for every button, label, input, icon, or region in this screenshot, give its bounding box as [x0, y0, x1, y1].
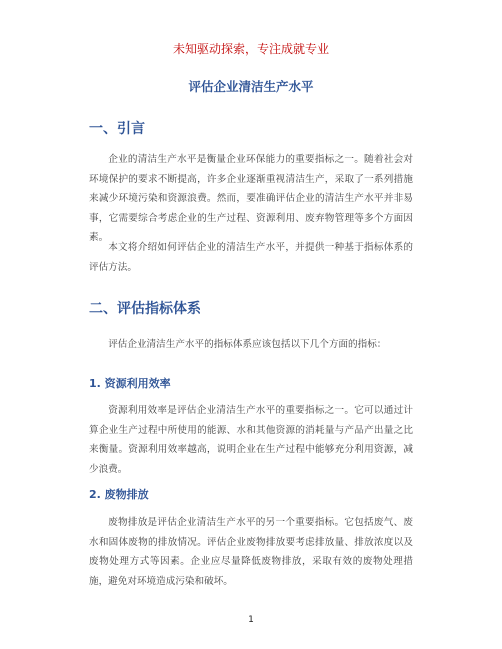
subsection-heading-resource-efficiency: 1. 资源利用效率	[89, 377, 171, 390]
indicators-paragraph-1: 评估企业清洁生产水平的指标体系应该包括以下几个方面的指标：	[108, 339, 387, 350]
section-heading-indicators: 二、评估指标体系	[89, 301, 201, 317]
intro-paragraph-1: 企业的清洁生产水平是衡量企业环保能力的重要指标之一。随着社会对环境保护的要求不断提高，许多企业逐渐重视清洁生产，采取了一系列措施来减少环境污染和资源浪费。然而，要准确评估企业的清洁生产水平并非易事，它需要综合考虑企业的生产过程、资源利用、废弃物管理等多个方面因素。	[89, 154, 413, 244]
waste-emission-paragraph: 废物排放是评估企业清洁生产水平的另一个重要指标。它包括废气、废水和固体废物的排放情况。评估企业废物排放要考虑排放量、排放浓度以及废物处理方式等因素。企业应尽量降低废物排放，采取有效的废物处理措施，避免对环境造成污染和破坏。	[89, 517, 413, 587]
page-header: 未知驱动探索，专注成就专业	[172, 42, 329, 56]
document-title: 评估企业清洁生产水平	[188, 79, 314, 94]
section-heading-intro: 一、引言	[89, 121, 145, 137]
subsection-heading-waste-emission: 2. 废物排放	[89, 488, 149, 501]
resource-efficiency-paragraph: 资源利用效率是评估企业清洁生产水平的重要指标之一。它可以通过计算企业生产过程中所使用的能源、水和其他资源的消耗量与产品产出量之比来衡量。资源利用效率越高，说明企业在生产过程中能够充分利用资源，减少浪费。	[89, 405, 413, 475]
intro-paragraph-2: 本文将介绍如何评估企业的清洁生产水平，并提供一种基于指标体系的评估方法。	[89, 242, 413, 273]
page-number: 1	[248, 615, 254, 625]
